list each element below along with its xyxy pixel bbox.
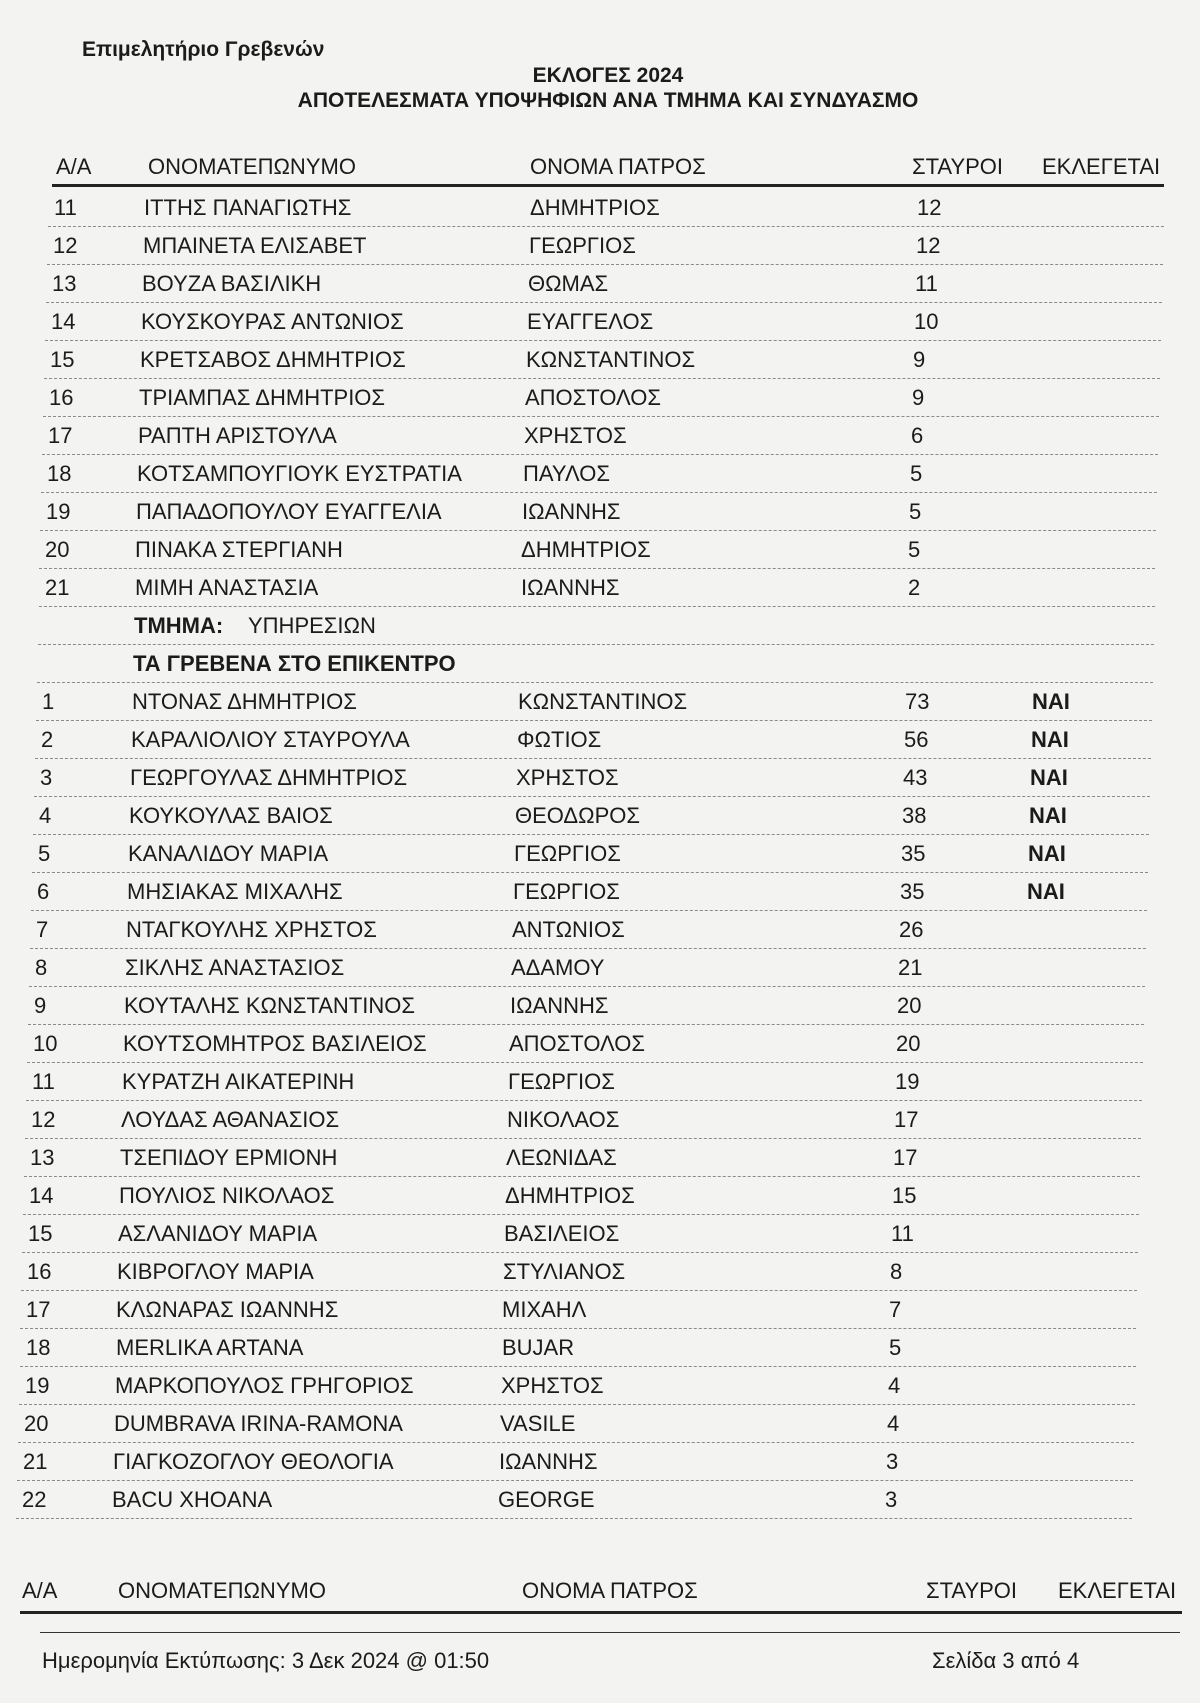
table-row: [0, 265, 1198, 303]
cell-name: BACU XHOANA: [112, 1487, 273, 1512]
cell-aa: 21: [45, 575, 70, 600]
cell-name: ΛΟΥΔΑΣ ΑΘΑΝΑΣΙΟΣ: [121, 1107, 340, 1132]
print-date: Ημερομηνία Εκτύπωσης: 3 Δεκ 2024 @ 01:50: [42, 1648, 490, 1673]
cell-name: ΤΡΙΑΜΠΑΣ ΔΗΜΗΤΡΙΟΣ: [139, 385, 386, 410]
cell-name: ΜΗΣΙΑΚΑΣ ΜΙΧΑΛΗΣ: [127, 879, 343, 904]
cell-aa: 9: [34, 993, 47, 1018]
table-row: [0, 1405, 1170, 1443]
cell-name: ΚΑΝΑΛΙΔΟΥ ΜΑΡΙΑ: [128, 841, 329, 866]
cell-aa: 5: [38, 841, 51, 866]
cell-name: ΡΑΠΤΗ ΑΡΙΣΤΟΥΛΑ: [138, 423, 337, 448]
cell-votes: 56: [904, 727, 929, 752]
cell-father: ΚΩΝΣΤΑΝΤΙΝΟΣ: [518, 689, 688, 714]
cell-name: ΝΤΑΓΚΟΥΛΗΣ ΧΡΗΣΤΟΣ: [126, 917, 377, 942]
cell-father: ΓΕΩΡΓΙΟΣ: [508, 1069, 615, 1094]
table-row: [0, 721, 1187, 759]
cell-votes: 17: [894, 1107, 919, 1132]
cell-aa: 16: [27, 1259, 52, 1284]
table-row: [0, 1101, 1177, 1139]
cell-aa: 15: [28, 1221, 53, 1246]
col-votes-header: ΣΤΑΥΡΟΙ: [912, 154, 1004, 179]
cell-father: ΑΝΤΩΝΙΟΣ: [512, 917, 625, 942]
section-row: [0, 607, 1190, 645]
cell-aa: 18: [47, 461, 72, 486]
cell-father: VASILE: [500, 1411, 576, 1436]
cell-father: ΔΗΜΗΤΡΙΟΣ: [530, 195, 660, 220]
cell-aa: 11: [54, 195, 77, 220]
cell-father: ΒΑΣΙΛΕΙΟΣ: [504, 1221, 620, 1246]
cell-votes: 10: [914, 309, 939, 334]
col-elected-header: ΕΚΛΕΓΕΤΑΙ: [1042, 154, 1161, 179]
cell-name: ΜΑΡΚΟΠΟΥΛΟΣ ΓΡΗΓΟΡΙΟΣ: [115, 1373, 414, 1398]
cell-aa: 14: [29, 1183, 54, 1208]
cell-name: ΚΛΩΝΑΡΑΣ ΙΩΑΝΝΗΣ: [116, 1297, 339, 1322]
cell-father: ΛΕΩΝΙΔΑΣ: [506, 1145, 617, 1170]
table-row: [0, 1215, 1174, 1253]
cell-father: ΔΗΜΗΤΡΙΟΣ: [505, 1183, 635, 1208]
col-votes-header: ΣΤΑΥΡΟΙ: [926, 1578, 1018, 1603]
cell-aa: 7: [36, 917, 49, 942]
cell-name: ΚΟΥΚΟΥΛΑΣ ΒΑΙΟΣ: [129, 803, 333, 828]
cell-father: ΧΡΗΣΤΟΣ: [501, 1373, 604, 1398]
cell-name: ΚΟΥΣΚΟΥΡΑΣ ΑΝΤΩΝΙΟΣ: [141, 309, 404, 334]
cell-aa: 22: [22, 1487, 47, 1512]
table-row: [0, 1253, 1173, 1291]
cell-name: ΚΙΒΡΟΓΛΟΥ ΜΑΡΙΑ: [117, 1259, 314, 1284]
cell-name: ΜΠΑΙΝΕΤΑ ΕΛΙΣΑΒΕΤ: [143, 233, 367, 258]
cell-father: ΙΩΑΝΝΗΣ: [522, 499, 621, 524]
cell-name: ΤΣΕΠΙΔΟΥ ΕΡΜΙΟΝΗ: [120, 1145, 338, 1170]
cell-elected: ΝΑΙ: [1027, 879, 1065, 904]
cell-aa: 20: [24, 1411, 49, 1436]
cell-name: DUMBRAVA IRINA-RAMONA: [114, 1411, 403, 1436]
cell-aa: 11: [32, 1069, 55, 1094]
cell-father: ΘΩΜΑΣ: [528, 271, 609, 296]
table-header-top: [0, 154, 1200, 184]
cell-votes: 9: [912, 385, 925, 410]
cell-aa: 19: [46, 499, 71, 524]
cell-votes: 11: [891, 1221, 914, 1246]
cell-father: ΙΩΑΝΝΗΣ: [521, 575, 620, 600]
organization-name: Επιμελητήριο Γρεβενών: [82, 38, 325, 61]
cell-father: GEORGE: [498, 1487, 595, 1512]
cell-father: ΑΠΟΣΤΟΛΟΣ: [509, 1031, 645, 1056]
table-row: [0, 569, 1191, 607]
document-title: ΕΚΛΟΓΕΣ 2024: [532, 64, 684, 87]
cell-father: ΑΠΟΣΤΟΛΟΣ: [525, 385, 661, 410]
cell-votes: 17: [893, 1145, 918, 1170]
cell-name: ΠΟΥΛΙΟΣ ΝΙΚΟΛΑΟΣ: [119, 1183, 335, 1208]
col-aa-header: Α/Α: [22, 1578, 58, 1603]
table-row: [0, 189, 1200, 227]
cell-aa: 16: [49, 385, 74, 410]
cell-votes: 12: [917, 195, 942, 220]
cell-votes: 6: [911, 423, 924, 448]
cell-aa: 6: [37, 879, 50, 904]
cell-father: ΕΥΑΓΓΕΛΟΣ: [527, 309, 654, 334]
cell-name: ΠΙΝΑΚΑ ΣΤΕΡΓΙΑΝΗ: [135, 537, 343, 562]
cell-name: ΚΥΡΑΤΖΗ ΑΙΚΑΤΕΡΙΝΗ: [122, 1069, 355, 1094]
table-row: [0, 455, 1193, 493]
cell-elected: ΝΑΙ: [1031, 727, 1069, 752]
cell-name: MERLIKA ARTANA: [116, 1335, 304, 1360]
cell-votes: 4: [887, 1411, 900, 1436]
table-row: [0, 1367, 1171, 1405]
cell-father: ΧΡΗΣΤΟΣ: [524, 423, 627, 448]
cell-votes: 19: [895, 1069, 920, 1094]
cell-votes: 20: [896, 1031, 921, 1056]
cell-name: ΒΟΥΖΑ ΒΑΣΙΛΙΚΗ: [142, 271, 322, 296]
cell-votes: 11: [915, 271, 938, 296]
cell-father: ΓΕΩΡΓΙΟΣ: [513, 879, 620, 904]
cell-name: ΚΟΥΤΣΟΜΗΤΡΟΣ ΒΑΣΙΛΕΙΟΣ: [123, 1031, 427, 1056]
cell-votes: 20: [897, 993, 922, 1018]
table-row: [0, 303, 1197, 341]
cell-votes: 43: [903, 765, 928, 790]
cell-aa: 15: [50, 347, 75, 372]
cell-father: ΓΕΩΡΓΙΟΣ: [529, 233, 636, 258]
cell-votes: 3: [886, 1449, 899, 1474]
cell-father: ΑΔΑΜΟΥ: [511, 955, 605, 980]
cell-aa: 10: [33, 1031, 58, 1056]
table-row: [0, 531, 1191, 569]
cell-father: ΜΙΧΑΗΛ: [502, 1297, 587, 1322]
table-header-bottom: [0, 1578, 1200, 1608]
col-father-header: ΟΝΟΜΑ ΠΑΤΡΟΣ: [530, 154, 706, 179]
table-row: [0, 1139, 1176, 1177]
cell-votes: 5: [889, 1335, 902, 1360]
table-row: [0, 797, 1185, 835]
cell-aa: 18: [26, 1335, 51, 1360]
cell-aa: 12: [53, 233, 78, 258]
cell-father: ΔΗΜΗΤΡΙΟΣ: [521, 537, 651, 562]
header-rule-top: [52, 184, 1164, 187]
table-row: [0, 1443, 1169, 1481]
cell-name: ΓΙΑΓΚΟΖΟΓΛΟΥ ΘΕΟΛΟΓΙΑ: [113, 1449, 394, 1474]
col-name-header: ΟΝΟΜΑΤΕΠΩΝΥΜΟ: [148, 154, 356, 179]
cell-father: ΧΡΗΣΤΟΣ: [516, 765, 619, 790]
cell-votes: 9: [913, 347, 926, 372]
table-row: [0, 1177, 1175, 1215]
results-table: [0, 189, 1200, 1519]
cell-aa: 2: [41, 727, 54, 752]
col-aa-header: Α/Α: [56, 154, 92, 179]
cell-name: ΑΣΛΑΝΙΔΟΥ ΜΑΡΙΑ: [118, 1221, 318, 1246]
cell-aa: 13: [30, 1145, 55, 1170]
cell-name: ΚΟΤΣΑΜΠΟΥΓΙΟΥΚ ΕΥΣΤΡΑΤΙΑ: [137, 461, 462, 486]
cell-name: ΣΙΚΛΗΣ ΑΝΑΣΤΑΣΙΟΣ: [125, 955, 345, 980]
cell-father: ΝΙΚΟΛΑΟΣ: [507, 1107, 620, 1132]
col-father-header: ΟΝΟΜΑ ΠΑΤΡΟΣ: [522, 1578, 698, 1603]
cell-aa: 20: [45, 537, 70, 562]
cell-elected: ΝΑΙ: [1030, 765, 1068, 790]
cell-votes: 73: [905, 689, 930, 714]
cell-name: ΓΕΩΡΓΟΥΛΑΣ ΔΗΜΗΤΡΙΟΣ: [130, 765, 408, 790]
table-row: [0, 1063, 1178, 1101]
table-row: [0, 1481, 1168, 1519]
table-row: [0, 873, 1183, 911]
col-elected-header: ΕΚΛΕΓΕΤΑΙ: [1058, 1578, 1177, 1603]
cell-votes: 35: [900, 879, 925, 904]
cell-votes: 21: [898, 955, 923, 980]
table-row: [0, 1329, 1172, 1367]
cell-name: ΜΙΜΗ ΑΝΑΣΤΑΣΙΑ: [135, 575, 319, 600]
cell-votes: 7: [889, 1297, 902, 1322]
cell-name: ΙΤΤΗΣ ΠΑΝΑΓΙΩΤΗΣ: [144, 195, 352, 220]
cell-father: ΘΕΟΔΩΡΟΣ: [515, 803, 640, 828]
cell-votes: 35: [901, 841, 926, 866]
cell-votes: 26: [899, 917, 924, 942]
cell-votes: 8: [890, 1259, 903, 1284]
section-value: ΥΠΗΡΕΣΙΩΝ: [248, 613, 376, 638]
table-row: [0, 835, 1184, 873]
cell-votes: 5: [910, 461, 923, 486]
table-row: [0, 759, 1186, 797]
cell-aa: 8: [35, 955, 48, 980]
cell-aa: 21: [23, 1449, 48, 1474]
table-row: [0, 911, 1182, 949]
cell-elected: ΝΑΙ: [1028, 841, 1066, 866]
cell-aa: 1: [42, 689, 55, 714]
cell-votes: 5: [908, 537, 921, 562]
table-row: [0, 379, 1195, 417]
cell-votes: 2: [908, 575, 921, 600]
table-row: [0, 987, 1180, 1025]
table-row: [0, 683, 1188, 721]
table-row: [0, 493, 1192, 531]
col-name-header: ΟΝΟΜΑΤΕΠΩΝΥΜΟ: [118, 1578, 326, 1603]
cell-father: BUJAR: [502, 1335, 575, 1360]
cell-aa: 17: [26, 1297, 51, 1322]
cell-father: ΦΩΤΙΟΣ: [517, 727, 602, 752]
cell-votes: 4: [888, 1373, 901, 1398]
section-label: ΤΑ ΓΡΕΒΕΝΑ ΣΤΟ ΕΠΙΚΕΝΤΡΟ: [133, 651, 456, 676]
cell-aa: 19: [25, 1373, 50, 1398]
section-label: ΤΜΗΜΑ:: [134, 613, 224, 638]
cell-aa: 13: [52, 271, 77, 296]
cell-name: ΚΑΡΑΛΙΟΛΙΟΥ ΣΤΑΥΡΟΥΛΑ: [131, 727, 410, 752]
table-row: [0, 417, 1194, 455]
cell-name: ΠΑΠΑΔΟΠΟΥΛΟΥ ΕΥΑΓΓΕΛΙΑ: [136, 499, 442, 524]
cell-aa: 4: [39, 803, 52, 828]
table-row: [0, 949, 1181, 987]
table-row: [0, 227, 1199, 265]
cell-votes: 3: [885, 1487, 898, 1512]
cell-name: ΚΟΥΤΑΛΗΣ ΚΩΝΣΤΑΝΤΙΝΟΣ: [124, 993, 415, 1018]
table-row: [0, 1291, 1172, 1329]
cell-aa: 12: [31, 1107, 56, 1132]
page-number: Σελίδα 3 από 4: [932, 1648, 1080, 1673]
cell-elected: ΝΑΙ: [1029, 803, 1067, 828]
cell-aa: 3: [40, 765, 53, 790]
cell-father: ΓΕΩΡΓΙΟΣ: [514, 841, 621, 866]
section-row: [0, 645, 1189, 683]
header-rule-bottom: [20, 1611, 1182, 1614]
cell-aa: 14: [51, 309, 76, 334]
cell-votes: 38: [902, 803, 927, 828]
cell-elected: ΝΑΙ: [1032, 689, 1070, 714]
document-subtitle: ΑΠΟΤΕΛΕΣΜΑΤΑ ΥΠΟΨΗΦΙΩΝ ΑΝΑ ΤΜΗΜΑ ΚΑΙ ΣΥΝΔΥΑΣΜΟ: [297, 89, 919, 112]
cell-father: ΙΩΑΝΝΗΣ: [499, 1449, 598, 1474]
cell-votes: 12: [916, 233, 941, 258]
cell-name: ΚΡΕΤΣΑΒΟΣ ΔΗΜΗΤΡΙΟΣ: [140, 347, 406, 372]
cell-father: ΣΤΥΛΙΑΝΟΣ: [503, 1259, 626, 1284]
cell-father: ΚΩΝΣΤΑΝΤΙΝΟΣ: [526, 347, 696, 372]
footer-rule: [40, 1632, 1180, 1633]
table-row: [0, 341, 1196, 379]
table-row: [0, 1025, 1179, 1063]
cell-father: ΠΑΥΛΟΣ: [523, 461, 610, 486]
cell-name: ΝΤΟΝΑΣ ΔΗΜΗΤΡΙΟΣ: [132, 689, 357, 714]
cell-votes: 5: [909, 499, 922, 524]
cell-father: ΙΩΑΝΝΗΣ: [510, 993, 609, 1018]
cell-votes: 15: [892, 1183, 917, 1208]
cell-aa: 17: [48, 423, 73, 448]
